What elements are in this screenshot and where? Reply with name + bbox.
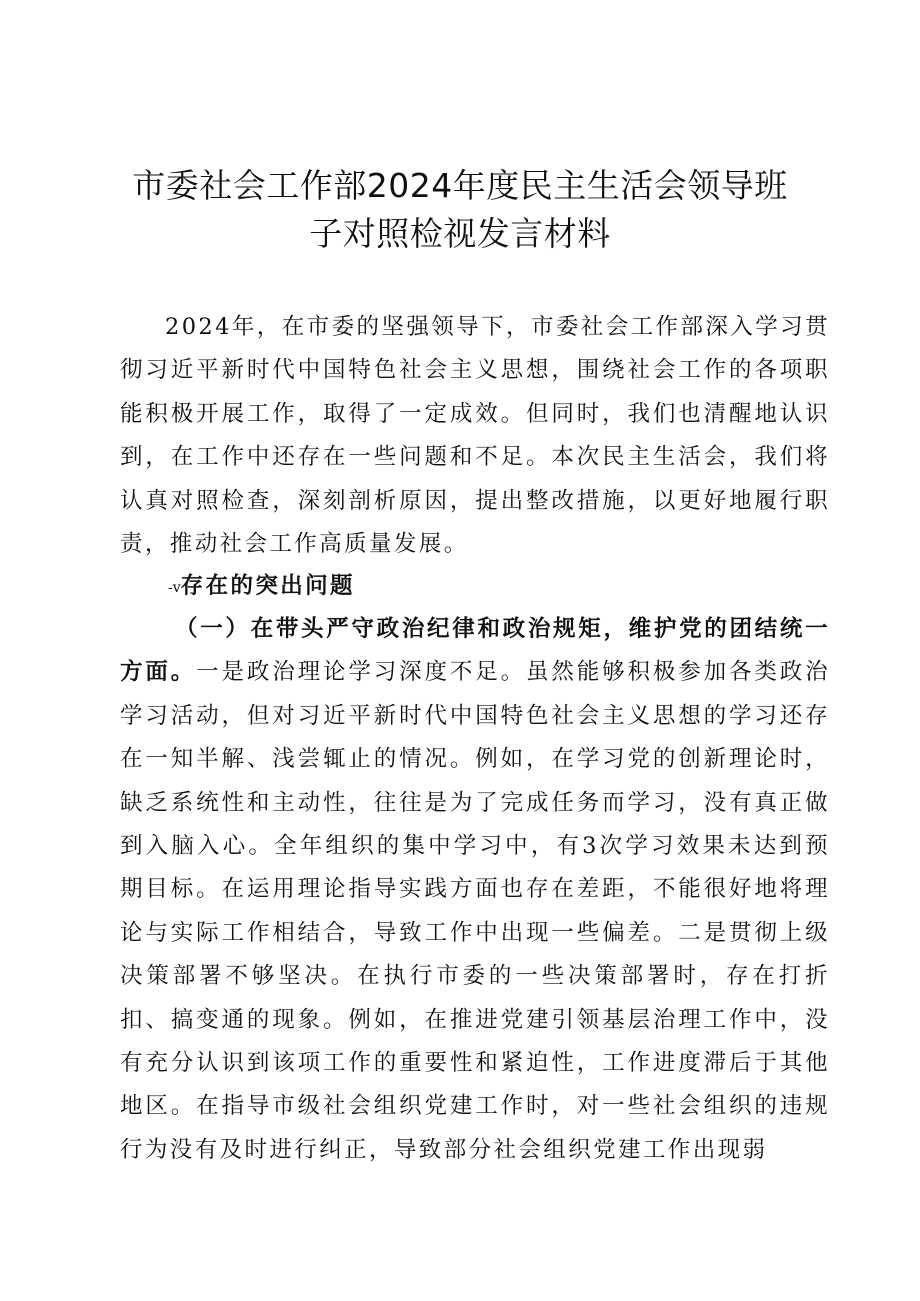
subsection-lead: （一）在带头严守政治纪律和政治规矩，维护党的团结统一方面。: [120, 616, 830, 686]
subsection-body: 一是政治理论学习深度不足。虽然能够积极参加各类政治学习活动，但对习近平新时代中国特色社会主义思想的学习还存在一知半解、浅尝辄止的情况。例如，在学习党的创新理论时，缺乏系统性和主动性，往往是为了完成任务而学习，没有真正做到入脑入心。全年组织的集中学习中，有3次学习效果未达到预期目标。在运用理论指导实践方面也存在差距，不能很好地将理论与实际工作相结合，导致工作中出现一些偏差。二是贯彻上级决策部署不够坚决。在执行市委的一些决策部署时，存在打折扣、搞变通的现象。例如，在推进党建引领基层治理工作中，没有充分认识到该项工作的重要性和紧迫性，工作进度滞后于其他地区。在指导市级社会组织党建工作时，对一些社会组织的违规行为没有及时进行纠正，导致部分社会组织党建工作出现弱: [120, 659, 830, 1163]
section-heading-text: 存在的突出问题: [180, 573, 355, 599]
section-heading-prefix: -v: [168, 580, 181, 596]
subsection-paragraph: [120, 608, 830, 1172]
document-title-line-1: 市委社会工作部2024年度民主生活会领导班: [132, 166, 788, 205]
section-heading: [168, 565, 355, 610]
intro-paragraph: 2024年，在市委的坚强领导下，市委社会工作部深入学习贯彻习近平新时代中国特色社会主义思想，围绕社会工作的各项职能积极开展工作，取得了一定成效。但同时，我们也清醒地认识到，在工作中还存在一些问题和不足。本次民主生活会，我们将认真对照检查，深刻剖析原因，提出整改措施，以更好地履行职责，推动社会工作高质量发展。: [120, 314, 830, 558]
document-title-line-2: 子对照检视发言材料: [309, 214, 611, 253]
